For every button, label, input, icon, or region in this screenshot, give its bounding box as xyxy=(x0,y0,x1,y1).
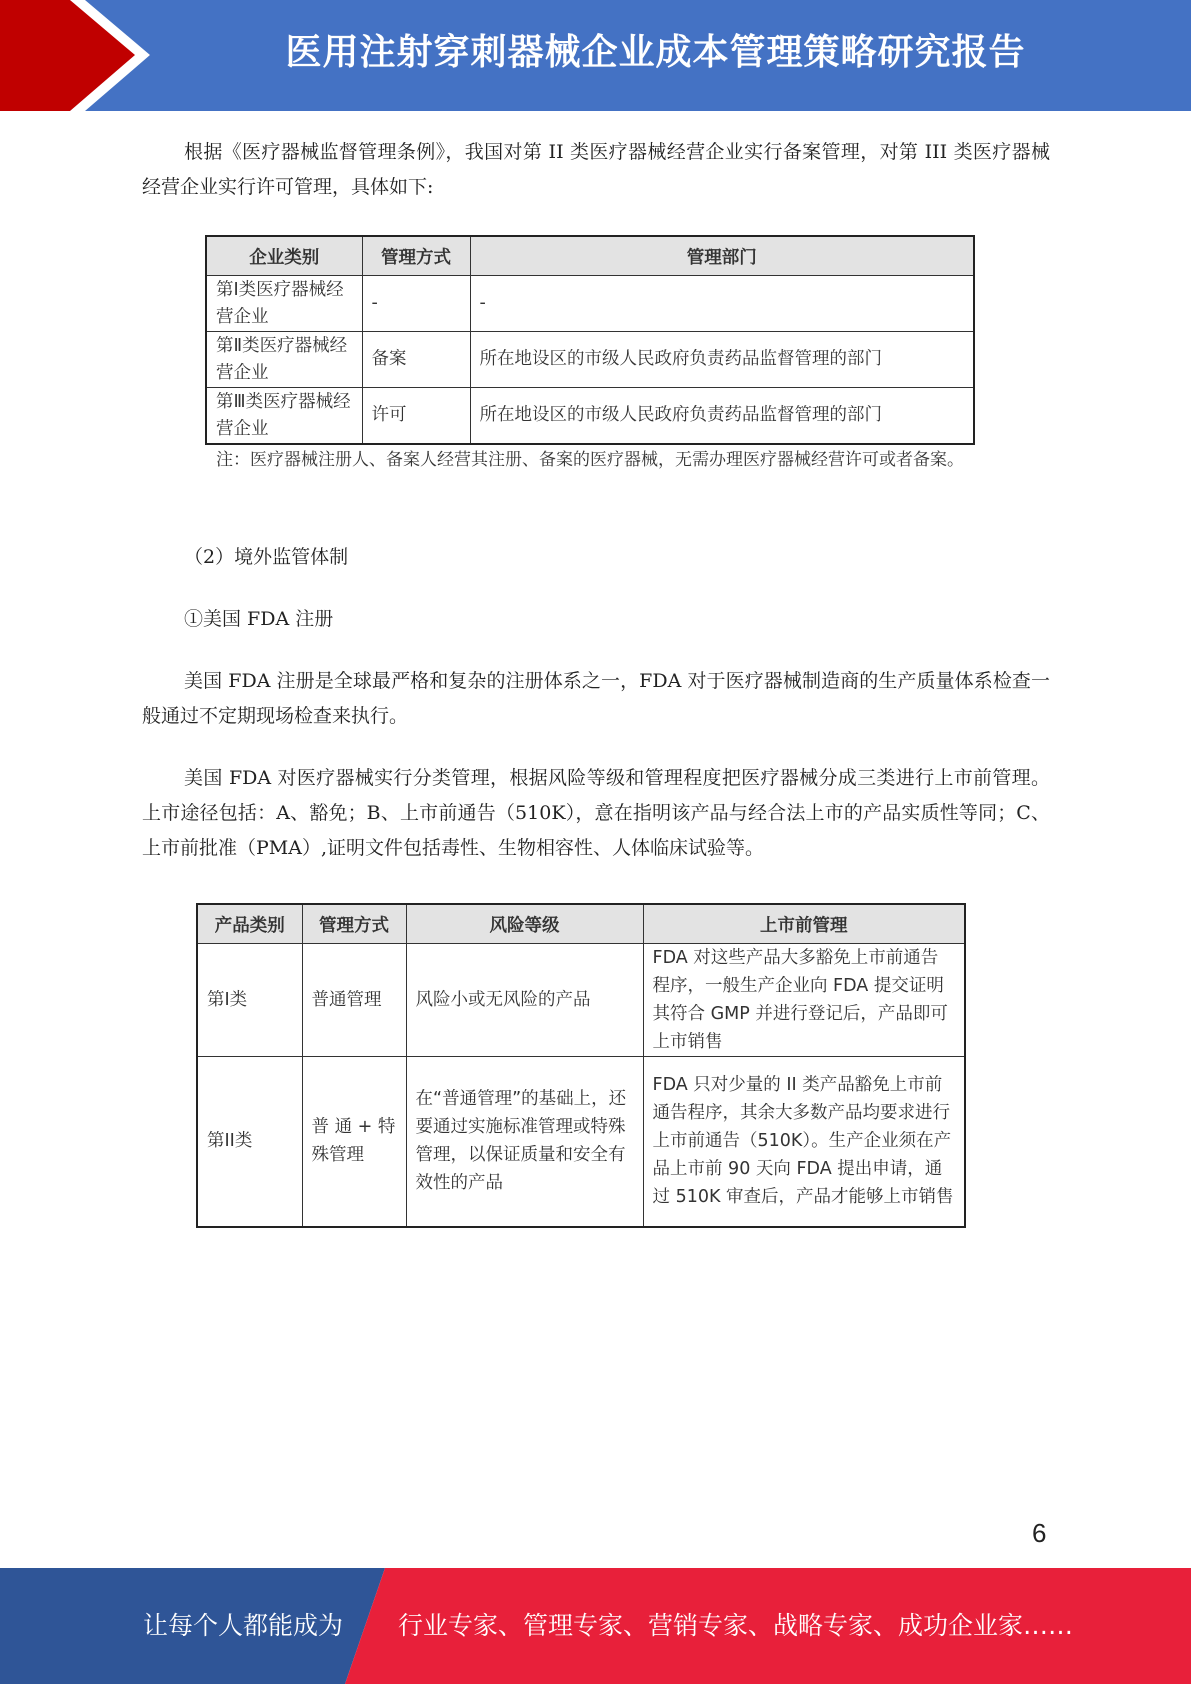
table-header-row xyxy=(206,236,974,276)
footer-slogan-right: 行业专家、管理专家、营销专家、战略专家、成功企业家…… xyxy=(398,1611,1074,1640)
table-row xyxy=(206,388,974,445)
table-header-cell: 管理方式 xyxy=(362,236,470,276)
section-heading-fda: ①美国 FDA 注册 xyxy=(184,608,334,630)
table-header-cell: 风险等级 xyxy=(406,904,643,944)
table-cell: 第Ⅲ类医疗器械经营企业 xyxy=(206,388,362,445)
table-cell: FDA 对这些产品大多豁免上市前通告程序，一般生产企业向 FDA 提交证明其符合 GMP 并进行登记后，产品即可上市销售 xyxy=(643,944,965,1057)
fda-paragraph-1: 美国 FDA 注册是全球最严格和复杂的注册体系之一，FDA 对于医疗器械制造商的生产质量体系检查一般通过不定期现场检查来执行。 xyxy=(142,670,1050,727)
table-cell: 所在地设区的市级人民政府负责药品监督管理的部门 xyxy=(470,388,974,445)
domestic-regulation-table xyxy=(205,235,975,445)
table-cell: FDA 只对少量的 II 类产品豁免上市前通告程序，其余大多数产品均要求进行上市前通告（510K）。生产企业须在产品上市前 90 天向 FDA 提出申请，通过 510K 审查后，产品才能够上市销售 xyxy=(643,1057,965,1227)
table-row xyxy=(206,276,974,332)
footer-slogan-left: 让每个人都能成为 xyxy=(143,1611,344,1640)
table-cell: 第Ⅱ类医疗器械经营企业 xyxy=(206,332,362,388)
table-cell: 普 通 + 特殊管理 xyxy=(302,1057,406,1227)
table-cell: 备案 xyxy=(362,332,470,388)
table-cell: 许可 xyxy=(362,388,470,445)
page-footer xyxy=(0,1568,1191,1684)
page-number: 6 xyxy=(1032,1518,1047,1548)
table-cell: 所在地设区的市级人民政府负责药品监督管理的部门 xyxy=(470,332,974,388)
intro-paragraph: 根据《医疗器械监督管理条例》，我国对第 II 类医疗器械经营企业实行备案管理，对第 III 类医疗器械经营企业实行许可管理，具体如下: xyxy=(142,141,1050,198)
table-header-cell: 产品类别 xyxy=(197,904,302,944)
table-row xyxy=(206,332,974,388)
header-arrow-icon xyxy=(0,0,160,111)
report-title: 医用注射穿刺器械企业成本管理策略研究报告 xyxy=(285,32,1026,73)
table-cell: - xyxy=(470,276,974,332)
fda-classification-table xyxy=(196,903,966,1228)
table-row xyxy=(197,944,965,1057)
page-header xyxy=(0,0,1191,111)
table-header-cell: 企业类别 xyxy=(206,236,362,276)
table-cell: 第II类 xyxy=(197,1057,302,1227)
table-cell: 第Ⅰ类医疗器械经营企业 xyxy=(206,276,362,332)
table-note: 注：医疗器械注册人、备案人经营其注册、备案的医疗器械，无需办理医疗器械经营许可或者备案。 xyxy=(216,450,964,470)
table-cell: 风险小或无风险的产品 xyxy=(406,944,643,1057)
fda-paragraph-2: 美国 FDA 对医疗器械实行分类管理，根据风险等级和管理程度把医疗器械分成三类进行上市前管理。上市途径包括：A、豁免；B、上市前通告（510K），意在指明该产品与经合法上市的产品实质性等同；C、上市前批准（PMA）,证明文件包括毒性、生物相容性、人体临床试验等。 xyxy=(142,767,1050,859)
table-header-cell: 上市前管理 xyxy=(643,904,965,944)
table-cell: - xyxy=(362,276,470,332)
table-cell: 普通管理 xyxy=(302,944,406,1057)
table-header-row xyxy=(197,904,965,944)
section-heading-overseas: （2）境外监管体制 xyxy=(184,546,349,568)
table-header-cell: 管理部门 xyxy=(470,236,974,276)
table-row xyxy=(197,1057,965,1227)
table-cell: 第I类 xyxy=(197,944,302,1057)
table-cell: 在“普通管理”的基础上，还要通过实施标准管理或特殊管理，以保证质量和安全有效性的产品 xyxy=(406,1057,643,1227)
table-header-cell: 管理方式 xyxy=(302,904,406,944)
